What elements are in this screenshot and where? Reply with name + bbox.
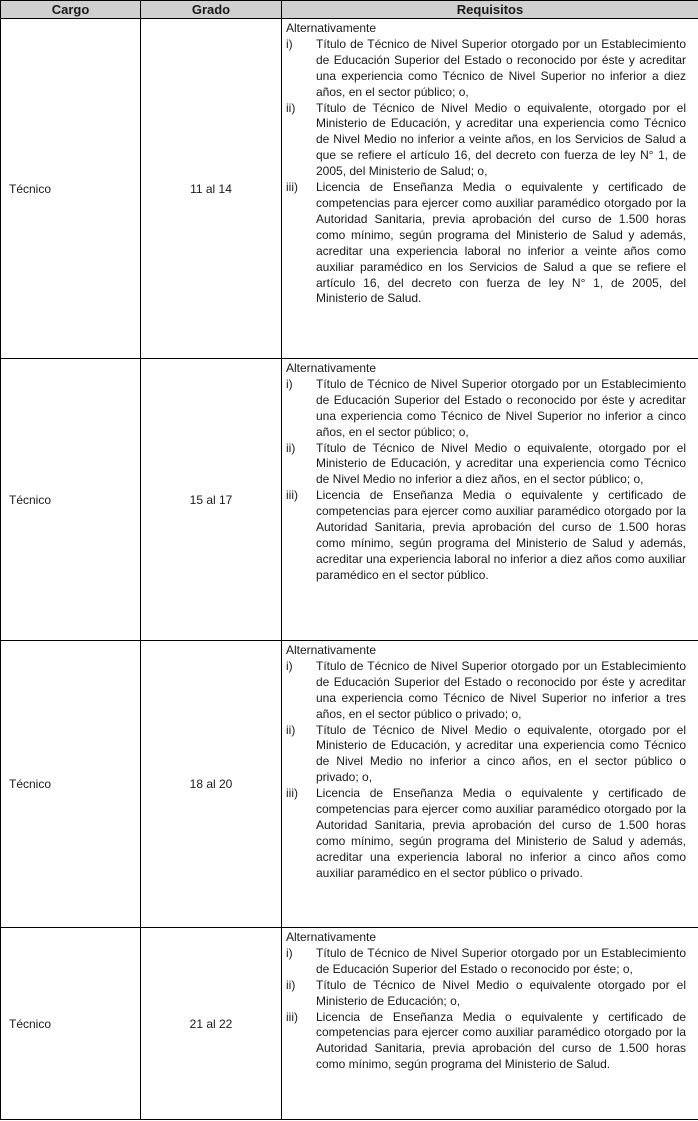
requisitos-lead: Alternativamente (286, 930, 377, 944)
requisito-item (286, 946, 686, 978)
item-text: Título de Técnico de Nivel Superior otorgado por un Establecimiento de Educación Superior del Estado o reconocido por éste; o, (316, 945, 686, 976)
item-text: Título de Técnico de Nivel Medio o equivalente, otorgado por el Ministerio de Educación, y acreditar una experiencia como Técnico de Nivel Medio no inferior a veinte años, en los Servicios de Salud a que se refiere el artículo 16, del decreto con fuerza de ley N° 1, de 2005, del Ministerio de Salud; o, (316, 100, 686, 179)
item-number: ii) (286, 722, 296, 737)
item-text: Título de Técnico de Nivel Superior otorgado por un Establecimiento de Educación Superior del Estado o reconocido por éste y acreditar una experiencia como Técnico de Nivel Superior no inferior a diez años, en el sector público; o, (316, 36, 686, 99)
item-number: i) (286, 376, 293, 391)
grado-cell: 18 al 20 (141, 641, 282, 928)
requisitos-lead: Alternativamente (286, 643, 377, 657)
requisito-item (286, 441, 686, 489)
requisito-item (286, 180, 686, 307)
cargo-cell: Técnico (1, 359, 141, 641)
requisito-item (286, 723, 686, 787)
item-number: iii) (286, 180, 298, 195)
item-text: Título de Técnico de Nivel Superior otorgado por un Establecimiento de Educación Superior del Estado o reconocido por éste y acreditar una experiencia como Técnico de Nivel Superior no inferior a cinco años, en el sector público; o, (316, 376, 686, 439)
item-number: i) (286, 658, 293, 673)
table-row (1, 19, 698, 359)
item-number: iii) (286, 786, 298, 801)
item-number: i) (286, 36, 293, 51)
item-number: i) (286, 945, 293, 960)
item-text: Título de Técnico de Nivel Medio o equivalente, otorgado por el Ministerio de Educación, y acreditar una experiencia como Técnico de Nivel Medio no inferior a cinco años, en el sector público o privado; o, (316, 722, 686, 785)
requisito-item (286, 488, 686, 583)
item-number: ii) (286, 440, 296, 455)
requisitos-lead: Alternativamente (286, 361, 377, 375)
item-text: Licencia de Enseñanza Media o equivalente y certificado de competencias para ejercer como auxiliar paramédico otorgado por la Autoridad Sanitaria, previa aprobación del curso de 1.500 horas como mínimo, según programa del Ministerio de Salud. (316, 1009, 686, 1072)
grado-cell: 21 al 22 (141, 928, 282, 1120)
requisito-item (286, 978, 686, 1010)
requisito-item (286, 37, 686, 101)
item-text: Licencia de Enseñanza Media o equivalente y certificado de competencias para ejercer como auxiliar paramédico otorgado por la Autoridad Sanitaria, previa aprobación del curso de 1.500 horas como mínimo, según programa del Ministerio de Salud y además, acreditar una experiencia laboral no inferior a diez años como auxiliar paramédico en el sector público. (316, 488, 686, 582)
cargo-cell: Técnico (1, 641, 141, 928)
table-row (1, 359, 698, 641)
requisito-item (286, 1010, 686, 1074)
requisitos-cell (282, 928, 698, 1120)
table-row (1, 928, 698, 1120)
grado-cell: 11 al 14 (141, 19, 282, 359)
item-text: Título de Técnico de Nivel Medio o equivalente, otorgado por el Ministerio de Educación, y acreditar una experiencia como Técnico de Nivel Medio no inferior a diez años, en el sector público; o, (316, 440, 686, 487)
cargo-cell: Técnico (1, 19, 141, 359)
requisitos-lead: Alternativamente (286, 21, 377, 35)
item-text: Licencia de Enseñanza Media o equivalente y certificado de competencias para ejercer como auxiliar paramédico otorgado por la Autoridad Sanitaria, previa aprobación del curso de 1.500 horas como mínimo, según programa del Ministerio de Salud y además, acreditar una experiencia laboral no inferior a cinco años como auxiliar paramédico en el sector público o privado. (316, 786, 686, 880)
requisito-item (286, 786, 686, 881)
item-number: ii) (286, 977, 296, 992)
item-text: Título de Técnico de Nivel Superior otorgado por un Establecimiento de Educación Superior del Estado o reconocido por éste y acreditar una experiencia como Técnico de Nivel Superior no inferior a tres años, en el sector público o privado; o, (316, 658, 686, 721)
grado-cell: 15 al 17 (141, 359, 282, 641)
requisito-item (286, 659, 686, 723)
header-row (1, 1, 698, 19)
item-text: Título de Técnico de Nivel Medio o equivalente otorgado por el Ministerio de Educación; o, (316, 977, 686, 1008)
header-grado: Grado (141, 1, 282, 19)
header-requisitos: Requisitos (282, 1, 698, 19)
requisito-item (286, 101, 686, 181)
item-number: ii) (286, 100, 296, 115)
item-number: iii) (286, 488, 298, 503)
requisitos-cell (282, 641, 698, 928)
table-row (1, 641, 698, 928)
item-number: iii) (286, 1009, 298, 1024)
cargo-cell: Técnico (1, 928, 141, 1120)
item-text: Licencia de Enseñanza Media o equivalente y certificado de competencias para ejercer como auxiliar paramédico otorgado por la Autoridad Sanitaria, previa aprobación del curso de 1.500 horas como mínimo, según programa del Ministerio de Salud y además, acreditar una experiencia laboral no inferior a veinte años como auxiliar paramédico en los Servicios de Salud a que se refiere el artículo 16, del decreto con fuerza de ley N° 1, de 2005, del Ministerio de Salud. (316, 180, 686, 306)
requisitos-cell (282, 359, 698, 641)
requisito-item (286, 377, 686, 441)
requisitos-cell (282, 19, 698, 359)
header-cargo: Cargo (1, 1, 141, 19)
